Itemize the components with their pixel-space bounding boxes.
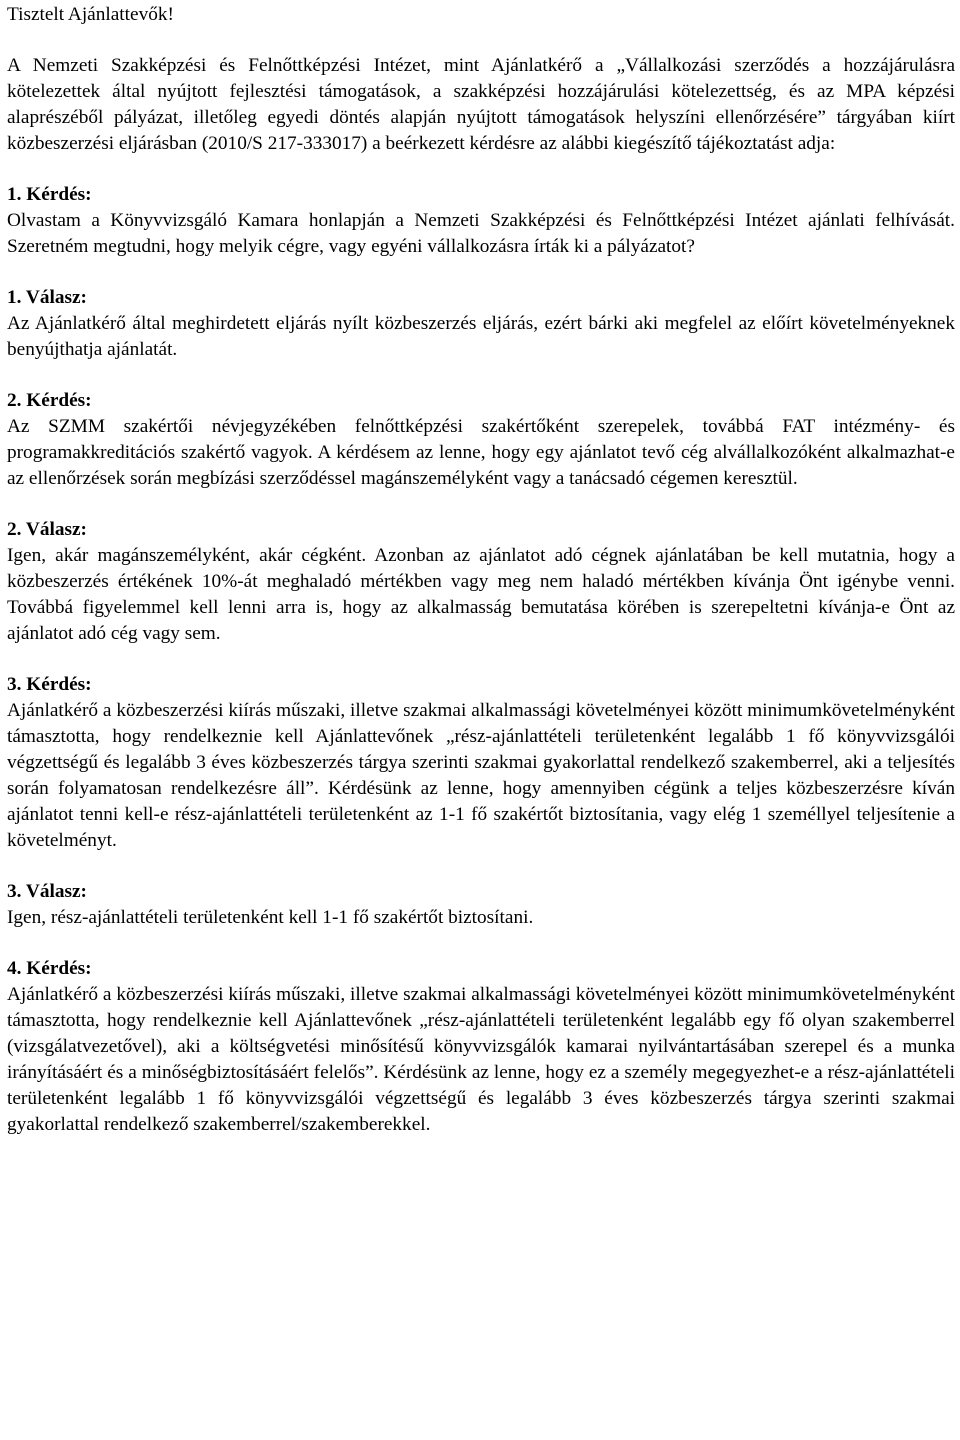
answer-2-text: Igen, akár magánszemélyként, akár cégként. Azonban az ajánlatot adó cégnek ajánlatában be kell mutatnia, hogy a közbeszerzés értékének 10%-át meghaladó mértékben vagy meg nem haladó mértékben kívánja Önt igénybe venni. Továbbá figyelemmel kell lenni arra is, hogy az alkalmasság bemutatása körében is szerepeltetni kívánja-e Önt az ajánlatot adó cég vagy sem. [7, 545, 955, 644]
question-1 [7, 182, 955, 260]
question-1-heading: 1. Kérdés: [7, 184, 92, 205]
answer-1-text: Az Ajánlatkérő által meghirdetett eljárás nyílt közbeszerzés eljárás, ezért bárki aki megfelel az előírt követelményeknek benyújthatja ajánlatát. [7, 313, 955, 360]
question-3-text: Ajánlatkérő a közbeszerzési kiírás műszaki, illetve szakmai alkalmassági követelményei között minimumkövetelményként támasztotta, hogy rendelkeznie kell Ajánlattevőnek „rész-ajánlattételi területenként legalább 1 fő könyvvizsgálói végzettségű és legalább 3 éves közbeszerzés tárgya szerinti szakmai gyakorlattal rendelkező szakemberrel, aki a teljesítés során folyamatosan rendelkezésre áll”. Kérdésünk az lenne, hogy amennyiben cégünk a teljes közbeszerzésre kíván ajánlatot tenni kell-e rész-ajánlattételi területenként az 1-1 fő szakértőt biztosítania, vagy elég 1 személlyel teljesítenie a követelményt. [7, 700, 955, 851]
intro-paragraph: A Nemzeti Szakképzési és Felnőttképzési Intézet, mint Ajánlatkérő a „Vállalkozási szerződés a hozzájárulásra kötelezettek által nyújtott fejlesztési támogatások, a szakképzési hozzájárulási kötelezettség, és az MPA képzési alaprészéből pályázat, illetőleg egyedi döntés alapján nyújtott támogatások helyszíni ellenőrzésére” tárgyában kiírt közbeszerzési eljárásban (2010/S 217-333017) a beérkezett kérdésre az alábbi kiegészítő tájékoztatást adja: [7, 55, 955, 154]
question-3 [7, 672, 955, 854]
question-2 [7, 388, 955, 492]
answer-3-heading: 3. Válasz: [7, 881, 87, 902]
greeting: Tisztelt Ajánlattevők! [7, 4, 174, 25]
question-4-text: Ajánlatkérő a közbeszerzési kiírás műszaki, illetve szakmai alkalmassági követelményei között minimumkövetelményként támasztotta, hogy rendelkeznie kell Ajánlattevőnek „rész-ajánlattételi területenként legalább egy fő olyan szakemberrel (vizsgálatvezetővel), aki a költségvetési minősítésű könyvvizsgálók kamarai nyilvántartásában szerepel és a munka irányításáért és a minőségbiztosításáért felelős”. Kérdésünk az lenne, hogy ez a személy megegyezhet-e a rész-ajánlattételi területenként legalább 1 fő könyvvizsgálói végzettségű és legalább 3 éves közbeszerzés tárgya szerinti szakmai gyakorlattal rendelkező szakemberrel/szakemberekkel. [7, 984, 955, 1135]
answer-3-text: Igen, rész-ajánlattételi területenként kell 1-1 fő szakértőt biztosítani. [7, 907, 534, 928]
question-2-text: Az SZMM szakértői névjegyzékében felnőttképzési szakértőként szerepelek, továbbá FAT intézmény- és programakkreditációs szakértő vagyok. A kérdésem az lenne, hogy egy ajánlatot tevő cég alvállalkozóként alkalmazhat-e az ellenőrzések során megbízási szerződéssel magánszemélyként vagy a tanácsadó cégemen keresztül. [7, 416, 955, 489]
answer-3 [7, 879, 955, 931]
question-1-text: Olvastam a Könyvvizsgáló Kamara honlapján a Nemzeti Szakképzési és Felnőttképzési Intézet ajánlati felhívását. Szeretném megtudni, hogy melyik cégre, vagy egyéni vállalkozásra írták ki a pályázatot? [7, 210, 955, 257]
question-3-heading: 3. Kérdés: [7, 674, 92, 695]
question-2-heading: 2. Kérdés: [7, 390, 92, 411]
answer-2-heading: 2. Válasz: [7, 519, 87, 540]
answer-1 [7, 285, 955, 363]
document-page [7, 2, 955, 1138]
answer-2 [7, 517, 955, 647]
question-4 [7, 956, 955, 1138]
question-4-heading: 4. Kérdés: [7, 958, 92, 979]
answer-1-heading: 1. Válasz: [7, 287, 87, 308]
